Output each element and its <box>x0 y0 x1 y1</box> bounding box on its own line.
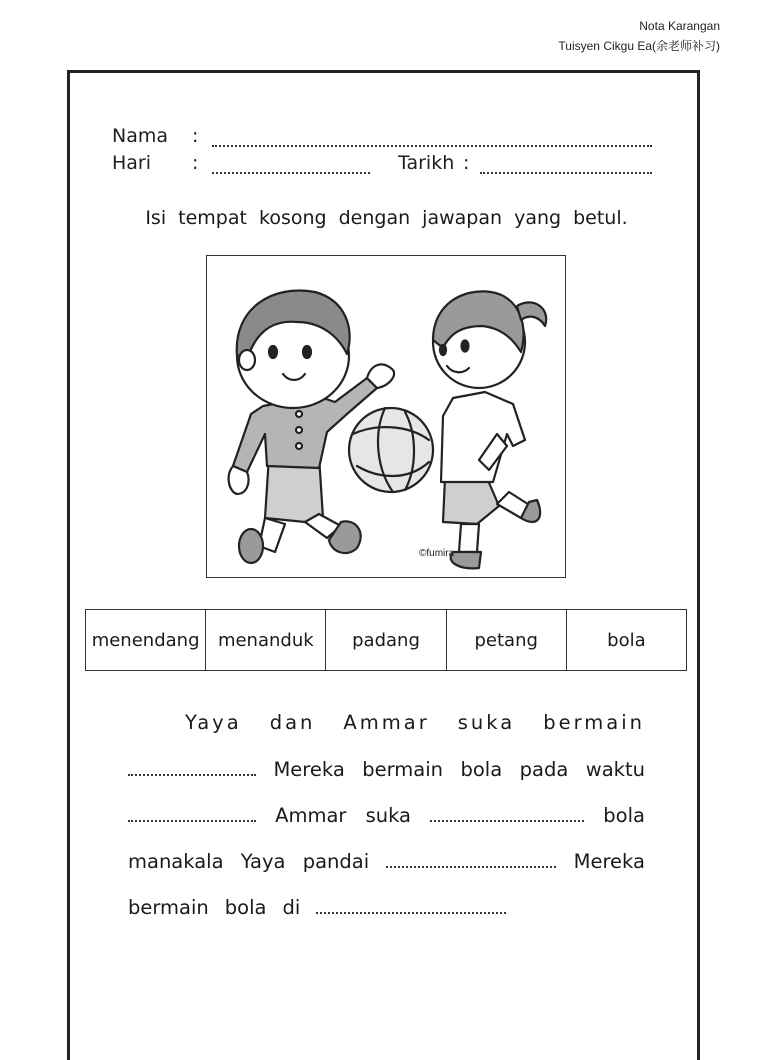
word-bank-item: petang <box>447 610 567 670</box>
children-playing-ball-icon <box>207 256 564 576</box>
word-bank <box>85 609 687 671</box>
passage-word: waktu <box>585 758 645 781</box>
answer-blank-3[interactable] <box>430 820 584 822</box>
word-bank-item: menanduk <box>206 610 326 670</box>
header-note <box>558 16 720 56</box>
passage-word: di <box>282 896 301 919</box>
passage-word: suka <box>365 804 411 827</box>
instruction-text: Isi tempat kosong dengan jawapan yang betul. <box>145 207 628 229</box>
passage-word: Ammar <box>343 711 430 734</box>
date-colon: : <box>463 152 470 174</box>
passage-word: Yaya <box>240 850 286 873</box>
name-field[interactable] <box>212 145 652 147</box>
day-label: Hari <box>112 152 152 174</box>
day-colon: : <box>192 152 199 174</box>
answer-blank-1[interactable] <box>128 774 256 776</box>
passage-word: bermain <box>543 711 645 734</box>
passage-word: Yaya <box>185 711 242 734</box>
passage-word: suka <box>457 711 516 734</box>
passage-word: Ammar <box>275 804 347 827</box>
passage-word: pandai <box>302 850 370 873</box>
date-label: Tarikh <box>398 152 455 174</box>
answer-blank-5[interactable] <box>316 912 506 914</box>
passage-word: pada <box>519 758 569 781</box>
header-line-1: Nota Karangan <box>639 19 720 33</box>
illustration-frame <box>206 255 566 578</box>
word-bank-item: menendang <box>86 610 206 670</box>
passage-word: bola <box>603 804 645 827</box>
passage-word: bola <box>224 896 267 919</box>
illustration-caption: ©fumira <box>419 548 455 559</box>
day-field[interactable] <box>212 172 370 174</box>
worksheet <box>67 70 700 1060</box>
answer-blank-2[interactable] <box>128 820 256 822</box>
passage-word: bermain <box>128 896 209 919</box>
passage-line-4 <box>128 850 645 873</box>
passage-line-3 <box>128 804 645 827</box>
answer-blank-4[interactable] <box>386 866 556 868</box>
passage-word: bermain <box>362 758 444 781</box>
name-colon: : <box>192 125 199 147</box>
passage-word: bola <box>460 758 503 781</box>
name-label: Nama <box>112 125 169 147</box>
passage-line-1 <box>185 711 645 734</box>
passage-word: dan <box>269 711 316 734</box>
passage-word: Mereka <box>573 850 645 873</box>
passage-word: manakala <box>128 850 224 873</box>
date-field[interactable] <box>480 172 652 174</box>
header-line-2: Tuisyen Cikgu Ea(余老师补习) <box>558 39 720 53</box>
word-bank-item: bola <box>607 629 646 651</box>
word-bank-item: padang <box>326 610 446 670</box>
passage-word: Mereka <box>273 758 345 781</box>
passage-line-2 <box>128 758 645 781</box>
passage-line-5 <box>128 896 645 919</box>
